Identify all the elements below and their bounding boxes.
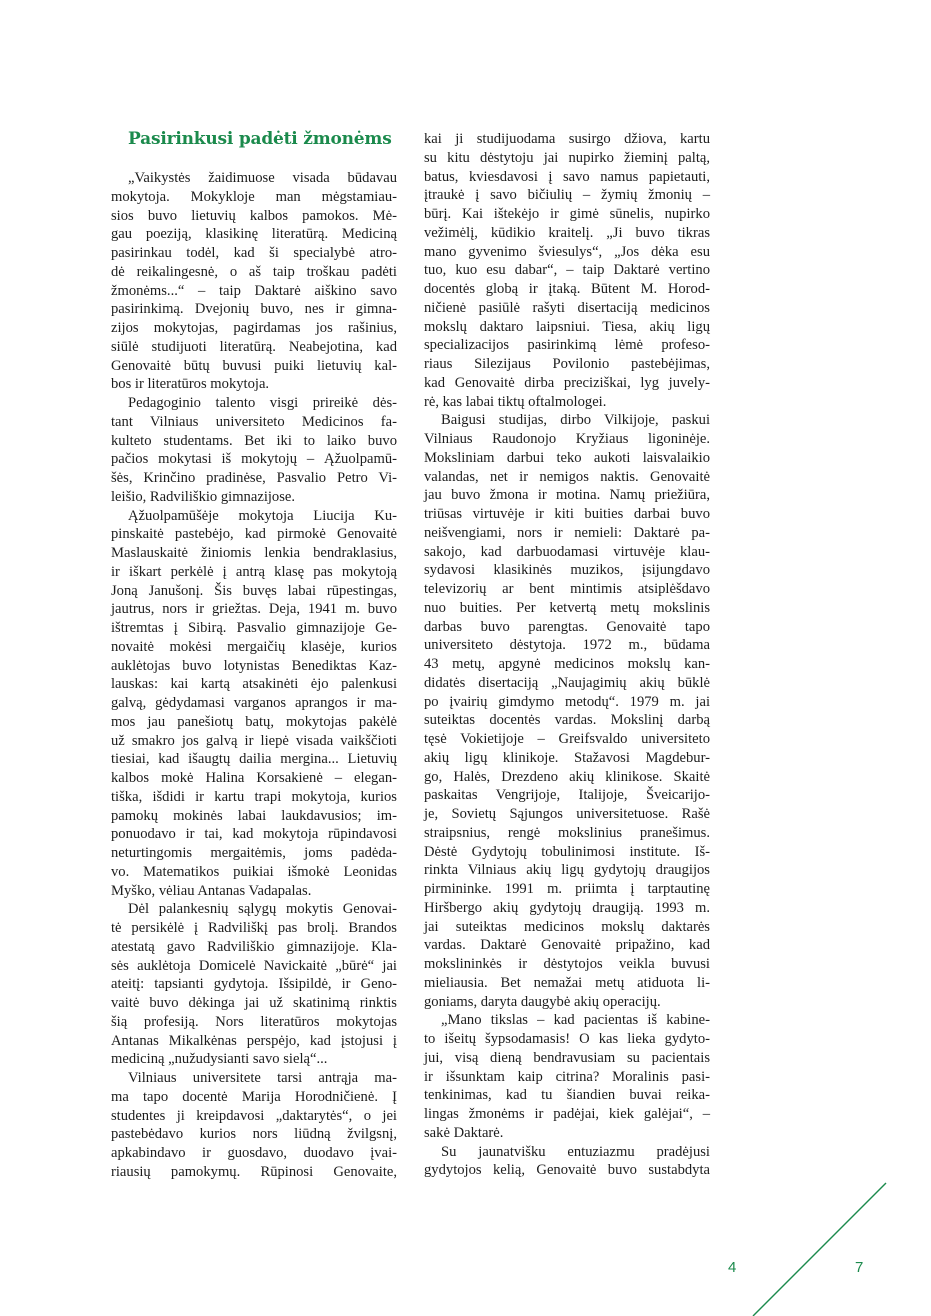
text-line: lingas žmonėms ir padėjai, kiek galėjai“, – <box>424 1106 710 1122</box>
text-line: įtraukė į savo bičiulių – žymių žmonių – <box>424 187 710 204</box>
text-line: mieliausia. Bet nemažai metų atiduota li- <box>424 974 710 991</box>
text-line: straipsnius, rengė mokslinius pranešimus. <box>424 824 710 841</box>
text-line: mokytoja. Mokykloje man mėgstamiau- <box>111 188 397 205</box>
text-line: suteiktas docentės vardas. Mokslinį darbą <box>424 712 710 729</box>
text-line: studentes ji kreipdavosi „daktarytės“, o jei <box>111 1107 397 1124</box>
text-line: tiesiai, kad išaugtų dailia mergina... Lietuvių <box>111 751 397 768</box>
text-line: Su jaunatvišku entuziazmu pradėjusi <box>441 1143 710 1160</box>
text-line: specializacijos pasirinkimą lėmė profeso- <box>424 337 710 354</box>
text-line: neišvengiami, nors ir nemieli: Daktarė pa- <box>424 524 710 541</box>
text-line: Dėstė Gydytojų tobulinimosi institute. Iš- <box>424 843 710 860</box>
article-heading: Pasirinkusi padėti žmonėms <box>128 129 392 149</box>
text-line: didatės disertaciją „Naujagimių akių būklė <box>424 674 710 691</box>
text-line: tė persikėlė į Radviliškį pas brolį. Brandos <box>111 920 397 936</box>
text-line: vardas. Daktarė Genovaitė pripažino, kad <box>424 937 710 954</box>
text-line: pačios mokytasi iš mokytojų – Ąžuolpamū- <box>111 451 397 468</box>
text-line: sakojo, kad darbuodamasi virtuvėje klau- <box>424 543 710 560</box>
text-line: po įvairių gimdymo metodų“. 1979 m. jai <box>424 693 710 710</box>
text-line: „Mano tikslas – kad pacientas iš kabine- <box>441 1012 710 1029</box>
text-line: Hiršbergo akių gydytojų draugiją. 1993 m. <box>424 899 710 916</box>
text-line: ir išsunktam kaip citrina? Moralinis pasi- <box>424 1068 710 1085</box>
text-line: Baigusi studijas, dirbo Vilkijoje, paskui <box>441 412 710 429</box>
text-line: zijos mokytojas, pagirdamas jos rašinius, <box>111 320 397 336</box>
text-line: Vilniaus universitete tarsi antrąja ma- <box>128 1070 397 1086</box>
text-line: auklėtojas buvo lotynistas Benediktas Kaz- <box>111 657 397 674</box>
page-number-left: 4 <box>728 1259 737 1276</box>
text-line: pasirinkimą. Dvejonių buvo, nes ir gimna- <box>111 301 397 318</box>
text-line: šės, Krinčino pradinėse, Pasvalio Petro Vi- <box>111 470 397 486</box>
text-line: jau buvo žmona ir motina. Namų priežiūra, <box>424 487 710 504</box>
text-line: ponuodavo ir tai, kad mokytoja rūpindavosi <box>111 826 397 843</box>
text-line: lauskas: kai kartą atsakinėti ėjo palenkusi <box>111 676 397 693</box>
text-line: būrį. Kai ištekėjo ir gimė sūnelis, nupirko <box>424 206 710 222</box>
text-line: novaitė mokėsi mergaičių klasėje, kurios <box>111 638 397 655</box>
text-line: tant Vilniaus universiteto Medicinos fa- <box>111 413 397 430</box>
text-line: su kitu dėstytoju jai nupirko žieminį paltą, <box>424 149 710 166</box>
text-line: tęsė Vokietijoje – Greifsvaldo universiteto <box>424 731 710 747</box>
text-line: tenkinimas, kad tu šiandien buvai reika- <box>424 1087 710 1104</box>
text-line: Moksliniam darbui teko aukoti laisvalaikio <box>424 449 710 466</box>
text-line: mos jau panešiotų batų, mokytojas pakėlė <box>111 713 397 730</box>
text-line: atestatą gavo Radviliškio gimnazijoje. Kla- <box>111 938 397 955</box>
text-line: Dėl palankesnių sąlygų mokytis Genovai- <box>128 901 397 918</box>
text-line: go, Halės, Drezdeno akių klinikose. Skaitė <box>424 768 710 785</box>
text-line: rinkta Vilniaus akių ligų gydytojų draugijos <box>424 862 710 879</box>
text-line: 43 metų, apgynė medicinos mokslų kan- <box>424 656 710 672</box>
text-line: sios buvo lietuvių kalbos pamokos. Mė- <box>111 207 397 224</box>
text-line: vo. Matematikos puikiai išmokė Leonidas <box>111 863 397 880</box>
text-line: universiteto dėstytoja. 1972 m., būdama <box>424 637 710 654</box>
text-line: gau poeziją, klasikinę literatūrą. Mediciną <box>111 226 397 243</box>
text-line: je, Sovietų Sąjungos universitetuose. Rašė <box>424 806 710 822</box>
text-line: pirmininke. 1991 m. priimta į tarptautinę <box>424 881 710 897</box>
text-line: „Vaikystės žaidimuose visada būdavau <box>128 170 397 186</box>
text-line: vežimėlį, kūdikio kraitelį. „Ji buvo tikras <box>424 224 710 241</box>
text-line: mokslų daktaro laipsniui. Tiesa, akių ligų <box>424 318 710 335</box>
text-line: jai suteiktas medicinos mokslų daktarės <box>424 918 710 935</box>
text-line: vaitė buvo dėkinga jai už skatinimą rinktis <box>111 995 397 1011</box>
text-line: siūlė studijuoti literatūrą. Neabejotina, kad <box>111 338 397 355</box>
text-line: pastebėdavo kurios nors liūdną žvilgsnį, <box>111 1126 397 1143</box>
text-line: televizorių ar bent mintimis atsiplėšdavo <box>424 581 710 597</box>
text-line: mokslininkės ir dėstytojos veikla buvusi <box>424 956 710 972</box>
text-line: batus, kviesdavosi į savo namus papietauti, <box>424 168 710 185</box>
text-line: paskaitas Vengrijoje, Italijoje, Šveicarijo- <box>424 787 710 804</box>
text-line: leišio, Radviliškio gimnazijose. <box>111 488 296 505</box>
text-line: kalbos mokė Halina Korsakienė – elegan- <box>111 770 397 786</box>
text-line: šią profesiją. Nors literatūros mokytojas <box>111 1013 397 1030</box>
text-line: gydytojos kelią, Genovaitė buvo sustabdyta <box>424 1162 710 1179</box>
text-line: akių ligų klinikoje. Stažavosi Magdebur- <box>424 749 710 766</box>
page-number-right: 7 <box>855 1259 864 1276</box>
text-line: mediciną „nužudysianti savo sielą“... <box>111 1051 328 1068</box>
text-line: tuo, kuo esu dabar“, – taip Daktarė vertino <box>424 262 710 279</box>
text-line: sakė Daktarė. <box>424 1124 504 1141</box>
text-line: valandas, net ir nemigos naktis. Genovaitė <box>424 468 710 485</box>
text-line: pinskaitė pastebėjo, kad pirmokė Genovaitė <box>111 526 397 543</box>
text-line: Maslauskaitė žiniomis lenkia bendraklasius, <box>111 545 397 561</box>
text-line: Joną Janušonį. Šis buvęs labai rūpestingas, <box>111 582 397 599</box>
text-line: Pedagoginio talento visgi prireikė dės- <box>128 395 397 411</box>
text-line: ištremtas į Sibirą. Pasvalio gimnazijoje Ge- <box>111 620 397 636</box>
text-line: žmonėms...“ – taip Daktarė aiškino savo <box>111 282 397 299</box>
text-line: neturtingomis mergaitėmis, joms padėda- <box>111 845 397 861</box>
text-line: kad Genovaitė dirba preciziškai, lyg juvely- <box>424 374 710 391</box>
text-line: ma tapo docentė Marija Horodničienė. Į <box>111 1088 397 1105</box>
text-line: dė reikalingesnė, o aš taip troškau padėti <box>111 263 397 280</box>
text-line: jautrus, nors ir griežtas. Deja, 1941 m. buvo <box>111 601 397 618</box>
text-line: kulteto studentams. Bet iki to laiko buvo <box>111 432 397 449</box>
text-line: jui, visą dieną bendravusiam su pacientais <box>424 1049 710 1066</box>
text-line: docentės globą ir įtaką. Būtent M. Horod- <box>424 281 710 297</box>
text-line: darbas buvo parengtas. Genovaitė tapo <box>424 618 710 635</box>
text-line: kai ji studijuodama susirgo džiova, kartu <box>424 131 710 147</box>
text-line: apkabindavo ir guosdavo, duodavo įvai- <box>111 1145 397 1161</box>
text-line: Myško, vėliau Antanas Vadapalas. <box>111 882 312 899</box>
text-line: Genovaitė būtų buvusi puiki lietuvių kal- <box>111 357 397 374</box>
text-line: pasirinkau todėl, kad ši specialybė atro- <box>111 245 397 261</box>
text-line: Vilniaus Raudonojo Kryžiaus ligoninėje. <box>424 431 710 447</box>
text-line: to išeitų šypsodamasis! O kas lieka gydyto- <box>424 1031 710 1047</box>
text-line: už smakro jos galvą ir liepė visada vaikščioti <box>111 732 397 749</box>
text-line: goniams, daryta daugybė akių operacijų. <box>424 993 661 1010</box>
text-line: bos ir literatūros mokytoja. <box>111 376 270 393</box>
text-line: sydavosi klasikinės muzikos, įsijungdavo <box>424 562 710 579</box>
text-line: pamokų mokinės labai laukdavusios; im- <box>111 807 397 824</box>
text-line: riaus Silezijaus Povilonio pastebėjimas, <box>424 356 710 372</box>
text-line: ničienė pasiūlė rašyti disertaciją medicinos <box>424 299 710 316</box>
text-line: ir iškart perkėlė į antrą klasę pas mokytoją <box>111 563 397 580</box>
text-line: rė, kas labai tiktų oftalmologei. <box>424 393 607 410</box>
text-line: galvą, gėdydamasi varganos aprangos ir ma- <box>111 695 397 711</box>
text-line: Ąžuolpamūšėje mokytoja Liucija Ku- <box>128 507 397 524</box>
text-line: triūsas virtuvėje ir kiti buities darbai buvo <box>424 506 710 522</box>
text-line: riausių pamokymų. Rūpinosi Genovaite, <box>111 1163 397 1180</box>
text-line: mano gyvenimo šviesulys“, „Jos dėka esu <box>424 243 710 260</box>
text-line: nuo buities. Per ketvertą metų mokslinis <box>424 599 710 616</box>
text-line: Antanas Mikalkėnas perspėjo, kad įstojusi į <box>111 1032 397 1049</box>
text-line: ateitį: tapsianti gydytoja. Išsipildė, ir Geno- <box>111 976 397 993</box>
text-line: tiška, išdidi ir kartu trapi mokytoja, kurios <box>111 788 397 805</box>
text-line: sės auklėtoja Domicelė Navickaitė „būrė“ jai <box>111 957 397 974</box>
